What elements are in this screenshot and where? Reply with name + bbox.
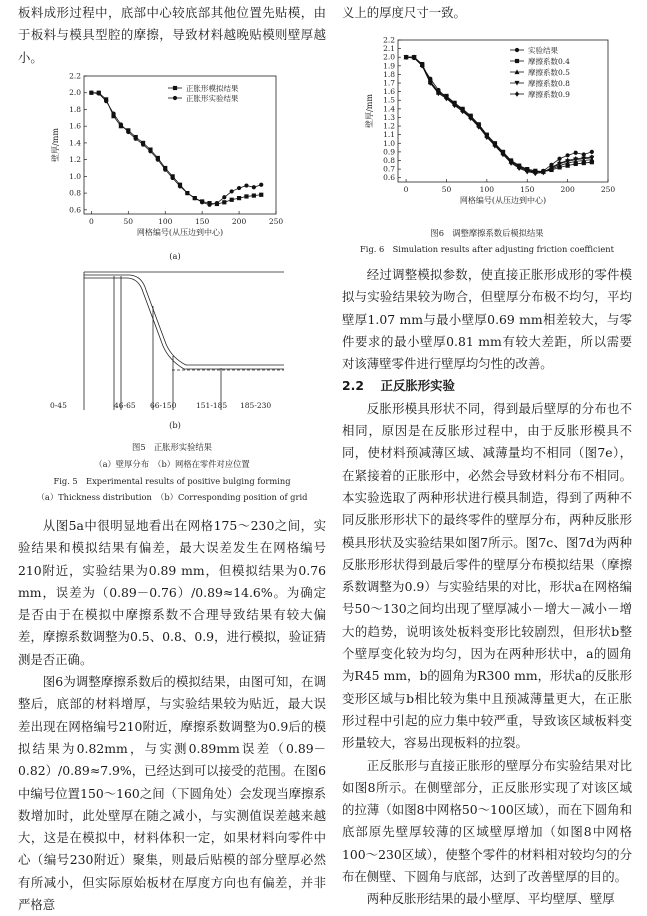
y-tick-label: 0.6	[69, 205, 81, 215]
y-tick-label: 1.8	[383, 69, 395, 79]
legend-marker	[515, 48, 519, 52]
y-tick-label: 1.9	[383, 61, 395, 71]
y-tick-label: 1.0	[383, 138, 395, 148]
legend-marker	[173, 96, 177, 100]
data-point	[163, 168, 167, 172]
x-axis-label: 网格编号(从压边到中心)	[136, 228, 224, 237]
data-point	[134, 137, 138, 141]
fig5a-thickness-chart	[50, 66, 290, 258]
legend-label: 实验结果	[528, 46, 558, 55]
y-tick-label: 1.1	[383, 130, 395, 140]
x-tick-label: 150	[194, 217, 210, 226]
data-point	[237, 196, 241, 200]
right-top-line: 义上的厚度尺寸一致。	[342, 5, 466, 20]
legend-label: 摩擦系数0.9	[528, 90, 570, 99]
data-point	[141, 142, 145, 146]
paragraph-last: 两种反胀形结果的最小壁厚、平均壁厚、壁厚	[366, 891, 615, 907]
fig5-caption-en: Fig. 5 Experimental results of positive bulging forming	[53, 476, 291, 486]
y-tick-label: 0.8	[69, 188, 81, 198]
x-tick-label: 50	[441, 185, 452, 194]
paragraph-fig6-analysis: 图6为调整摩擦系数后的模拟结果，由图可知，在调整后，底部的材料增厚，与实验结果较为贴近，最大误差出现在网格编号210附近，摩擦系数调整为0.9后的模拟结果为0.82mm，与实测0.89mm误差（0.89－0.82）/0.89≈7.9%，已经达到可以接受的范围。在图6中编号位置150～160之间（下圆角处）会发现当摩擦系数增加时，此处壁厚在随之减小，与实测值误差越来越大，这是在模拟中，材料体积一定，如果材料向零件中心（编号230附近）聚集，则最后贴模的部分壁厚必然有所减小，但实际原始板材在厚度方向也有偏差，并非严格意	[18, 674, 326, 913]
y-tick-label: 2.1	[383, 44, 395, 54]
y-tick-label: 1.2	[383, 121, 395, 131]
legend-marker	[515, 91, 519, 96]
data-point	[244, 183, 248, 187]
data-point	[259, 183, 263, 187]
fig6-caption-cn: 图6 调整摩擦系数后模拟结果	[430, 228, 544, 238]
y-tick-label: 2.0	[383, 52, 395, 62]
legend-label: 摩擦系数0.8	[528, 79, 570, 88]
y-tick-label: 0.8	[383, 155, 395, 165]
y-tick-label: 1.7	[383, 78, 395, 88]
left-body-text	[18, 515, 326, 916]
section-heading	[342, 375, 632, 397]
data-point	[97, 91, 101, 95]
y-tick-label: 2.0	[69, 88, 81, 98]
data-point	[574, 156, 578, 161]
data-point	[590, 150, 594, 154]
legend-label: 摩擦系数0.4	[528, 57, 570, 66]
fig5-caption-cn: 图5 正胀形实验结果	[132, 442, 212, 452]
data-point	[148, 149, 152, 153]
data-point	[230, 198, 234, 202]
data-point	[104, 99, 108, 103]
x-tick-label: 150	[520, 185, 535, 194]
data-point	[230, 189, 234, 193]
data-point	[207, 203, 211, 207]
data-point	[259, 193, 263, 197]
region-label-66-150: 66-150	[150, 401, 177, 410]
data-point	[237, 186, 241, 190]
x-tick-label: 100	[158, 217, 173, 226]
data-point	[126, 130, 130, 134]
y-tick-label: 1.6	[69, 121, 81, 131]
paragraph-fig5a-analysis: 从图5a中很明显地看出在网格175～230之间，实验结果和模拟结果有偏差，最大误差发生在网格编号210附近，实验结果为0.89 mm，但模拟结果为0.76 mm，误差为（0.89－0.76）/0.89≈14.6%。为确定是否由于在模拟中摩擦系数不合理导致结果有较大偏差，摩擦系数调整为0.5、0.8、0.9，进行模拟，验证猜测是否正确。	[18, 518, 326, 667]
y-axis-label: 壁厚/mm	[51, 128, 60, 162]
section-number: 2.2	[342, 378, 364, 394]
right-body-text	[342, 264, 632, 911]
x-tick-label: 0	[403, 185, 409, 194]
data-point	[590, 154, 594, 159]
fig6-caption-en: Fig. 6 Simulation results after adjusting friction coefficient	[360, 244, 614, 254]
data-point	[222, 200, 226, 204]
paragraph-reverse-bulging: 反胀形模具形状不同，得到最后壁厚的分布也不相同，原因是在反胀形过程中，由于反胀形模具不同，使材料预减薄区域、减薄量均不相同（图7e），在紧接着的正胀形中，必然会导致材料分布不相同。本实验选取了两种形状进行模具制造，得到了两种不同反胀形形状下的最终零件的壁厚分布，两种反胀形模具形状及实验结果如图7所示。图7c、图7d为两种反胀形形状得到最后零件的壁厚分布模拟结果（摩擦系数调整为0.9）与实验结果的对比，形状a在网格编号50～130之间均出现了壁厚减小－增大－减小－增大的趋势，说明该处板料变形比较剧烈，但形状b整个壁厚变化较为均匀，因为在两种形状中，a的圆角为R45 mm，b的圆角为R300 mm，形状a的反胀形变形区域与b相比较为集中且预减薄量更大，在正胀形过程中引起的应力集中较严重，导致该区域板料变形量较大，容易出现板料的拉裂。	[342, 400, 632, 751]
region-label-46-65: 46-65	[114, 401, 136, 410]
y-tick-label: 2.2	[69, 71, 81, 81]
data-point	[185, 191, 189, 195]
region-label-185-230: 185-230	[240, 401, 272, 410]
y-tick-label: 1.4	[383, 104, 395, 114]
data-point	[89, 91, 93, 95]
data-point	[244, 194, 248, 198]
data-point	[193, 196, 197, 200]
legend-marker	[173, 86, 177, 90]
y-axis-label: 壁厚/mm	[365, 94, 374, 128]
data-point	[574, 151, 578, 155]
legend-label: 正胀形实验结果	[186, 94, 239, 103]
y-tick-label: 1.6	[383, 87, 395, 97]
x-tick-label: 0	[88, 217, 94, 226]
paragraph-fig8-comparison: 正反胀形与直接正胀形的壁厚分布实验结果对比如图8所示。在侧壁部分，正反胀形实现了对该区域的拉薄（如图8中网格50～100区域），而在下圆角和底部原先壁厚较薄的区域壁厚增加（如图8中网格100～230区域），使整个零件的材料相对较均匀的分布在侧壁、下圆角与底部，达到了改善壁厚的目的。	[342, 757, 632, 885]
data-point	[582, 155, 586, 160]
series-line	[91, 93, 261, 204]
legend-label: 摩擦系数0.5	[528, 68, 570, 77]
y-tick-label: 1.5	[383, 95, 395, 105]
y-tick-label: 0.7	[383, 164, 395, 174]
x-tick-label: 250	[268, 217, 284, 226]
y-tick-label: 1.3	[383, 112, 395, 122]
data-point	[215, 201, 219, 205]
data-point	[156, 158, 160, 162]
y-tick-label: 0.9	[383, 147, 395, 157]
data-point	[252, 194, 256, 198]
data-point	[171, 176, 175, 180]
data-point	[111, 112, 115, 116]
section-title: 正反胀形实验	[380, 378, 455, 394]
y-tick-label: 2.2	[383, 35, 395, 45]
left-top-paragraph: 板料成形过程中，底部中心较底部其他位置先贴模，由于板料与模具型腔的摩擦，导致材料越晚贴模则壁厚越小。	[18, 5, 326, 65]
y-tick-label: 1.0	[69, 171, 81, 181]
region-label-0-45: 0-45	[50, 401, 67, 410]
series-2	[89, 91, 263, 207]
data-point	[566, 153, 570, 157]
x-tick-label: 100	[479, 185, 495, 194]
data-point	[200, 200, 204, 204]
x-tick-label: 250	[600, 185, 616, 194]
x-axis-label: 网格编号(从压边到中心)	[459, 196, 547, 205]
paragraph-adjusted-simulation: 经过调整模拟参数，使直接正胀形成形的零件模拟与实验结果较为吻合，但壁厚分布极不均匀，平均壁厚1.07 mm与最小壁厚0.69 mm相差较大，与零件要求的最小壁厚0.81 mm有较大差距，所以需要对该薄壁零件进行壁厚均匀性的改善。	[342, 267, 632, 372]
fig5a-sublabel: (a)	[169, 251, 181, 261]
legend-label: 正胀形模拟结果	[186, 84, 239, 93]
data-point	[119, 122, 123, 126]
x-tick-label: 200	[231, 217, 247, 226]
y-tick-label: 1.8	[69, 104, 81, 114]
fig5b-sublabel: (b)	[169, 420, 181, 430]
legend-marker	[515, 59, 519, 63]
y-tick-label: 0.6	[383, 173, 395, 183]
series-line	[91, 93, 261, 205]
data-point	[557, 157, 561, 161]
y-tick-label: 1.4	[69, 138, 81, 148]
plot-frame	[84, 76, 276, 214]
fig6-friction-chart	[360, 34, 622, 224]
fig5b-grid-position-diagram	[44, 266, 290, 426]
fig5-subcaption-en: （a）Thickness distribution （b）Corresponding position of grid	[36, 492, 308, 502]
x-tick-label: 50	[123, 217, 134, 226]
fig5-subcaption-cn: （a）壁厚分布 （b）网格在零件对应位置	[94, 459, 250, 469]
data-point	[178, 184, 182, 188]
data-point	[222, 195, 226, 199]
x-tick-label: 200	[560, 185, 575, 194]
y-tick-label: 1.2	[69, 155, 81, 165]
region-label-151-185: 151-185	[196, 401, 228, 410]
data-point	[252, 185, 256, 189]
